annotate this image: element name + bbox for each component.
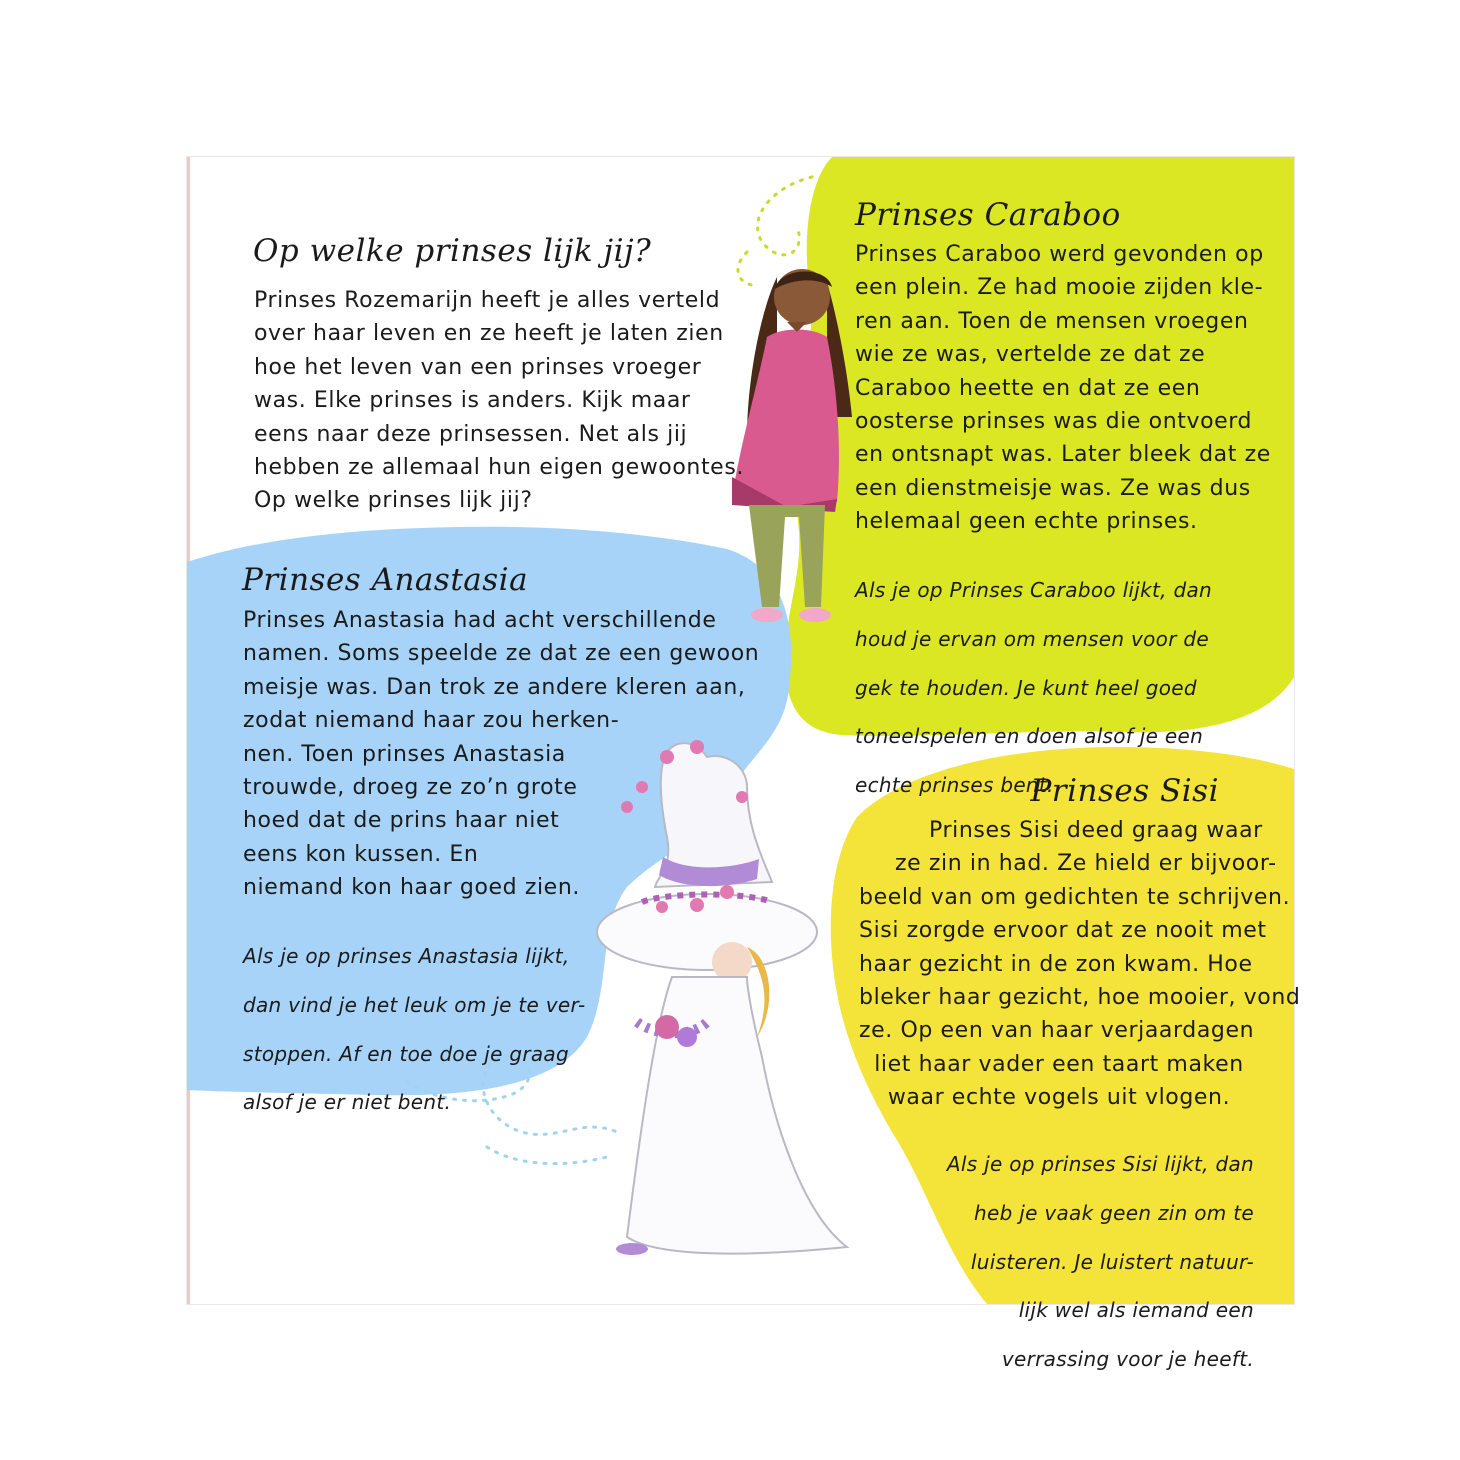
- anastasia-line: Prinses Anastasia had acht verschillende: [243, 608, 717, 633]
- sisi-note-line: lijk wel als iemand een: [1018, 1298, 1254, 1323]
- caraboo-line: en ontsnapt was. Later bleek dat ze: [855, 442, 1271, 468]
- sisi-title: Prinses Sisi: [1030, 773, 1219, 809]
- anastasia-line: niemand kon haar goed zien.: [243, 875, 580, 901]
- anastasia-line: trouwde, droeg ze zo’n grote: [243, 775, 578, 801]
- anastasia-note-line: stoppen. Af en toe doe je graag: [243, 1041, 569, 1066]
- sisi-line: Sisi zorgde ervoor dat ze nooit met: [859, 918, 1267, 944]
- caraboo-line: helemaal geen echte prinses.: [855, 509, 1198, 535]
- anastasia-line: meisje was. Dan trok ze andere kleren aan,: [243, 674, 746, 700]
- caraboo-line: wie ze was, vertelde ze dat ze: [855, 342, 1206, 368]
- sisi-note-line: luisteren. Je luistert natuur-: [970, 1249, 1254, 1274]
- caraboo-note-line: Als je op Prinses Caraboo lijkt, dan: [855, 578, 1213, 602]
- anastasia-note: [243, 922, 585, 1137]
- anastasia-line: hoed dat de prins haar niet: [243, 808, 560, 834]
- anastasia-text: [243, 604, 759, 905]
- sisi-note: [947, 1130, 1254, 1394]
- sisi-note-line: verrassing voor je heeft.: [1001, 1347, 1254, 1372]
- anastasia-note-line: Als je op prinses Anastasia lijkt,: [243, 944, 570, 968]
- intro-text: [254, 284, 744, 518]
- sisi-line: haar gezicht in de zon kwam. Hoe: [859, 951, 1253, 977]
- intro-line: hebben ze allemaal hun eigen gewoontes.: [254, 455, 744, 481]
- caraboo-note-line: houd je ervan om mensen voor de: [855, 626, 1209, 651]
- sisi-line: ze. Op een van haar verjaardagen: [859, 1018, 1255, 1044]
- caraboo-text: [855, 238, 1271, 539]
- anastasia-note-line: alsof je er niet bent.: [243, 1090, 452, 1115]
- anastasia-line: zodat niemand haar zou herken-: [243, 708, 620, 734]
- sisi-line: beeld van om gedichten te schrijven.: [859, 884, 1291, 910]
- anastasia-line: namen. Soms speelde ze dat ze een gewoon: [243, 641, 760, 667]
- caraboo-line: ren aan. Toen de mensen vroegen: [855, 308, 1249, 334]
- sisi-line: bleker haar gezicht, hoe mooier, vond: [859, 985, 1301, 1011]
- anastasia-title: Prinses Anastasia: [242, 562, 529, 598]
- sisi-line: Prinses Sisi deed graag waar: [929, 818, 1263, 843]
- sisi-text: [859, 814, 1301, 1115]
- caraboo-note-line: toneelspelen en doen alsof je een: [855, 724, 1204, 749]
- dotted-swirl-top: [738, 177, 812, 285]
- intro-line: over haar leven en ze heeft je laten zien: [254, 321, 724, 347]
- caraboo-line: een plein. Ze had mooie zijden kle-: [855, 275, 1264, 301]
- caraboo-line: oosterse prinses was die ontvoerd: [855, 409, 1253, 435]
- anastasia-line: eens kon kussen. En: [243, 841, 479, 867]
- caraboo-note-line: gek te houden. Je kunt heel goed: [855, 675, 1197, 700]
- caraboo-line: een dienstmeisje was. Ze was dus: [855, 475, 1251, 501]
- book-page: [187, 157, 1301, 1372]
- caraboo-title: Prinses Caraboo: [855, 197, 1121, 233]
- caraboo-line: Caraboo heette en dat ze een: [855, 375, 1201, 401]
- intro-line: Op welke prinses lijk jij?: [254, 488, 533, 514]
- caraboo-note-line: echte prinses bent.: [855, 773, 1054, 798]
- sisi-line: waar echte vogels uit vlogen.: [887, 1085, 1231, 1111]
- caraboo-line: Prinses Caraboo werd gevonden op: [855, 242, 1264, 267]
- intro-line: Prinses Rozemarijn heeft je alles verteld: [254, 288, 721, 313]
- anastasia-line: nen. Toen prinses Anastasia: [243, 741, 566, 767]
- intro-line: eens naar deze prinsessen. Net als jij: [254, 421, 688, 447]
- sisi-line: ze zin in had. Ze hield er bijvoor-: [895, 851, 1277, 877]
- intro-title: Op welke prinses lijk jij?: [253, 233, 652, 269]
- sisi-note-line: heb je vaak geen zin om te: [974, 1200, 1254, 1225]
- anastasia-note-line: dan vind je het leuk om je te ver-: [243, 992, 586, 1017]
- intro-line: was. Elke prinses is anders. Kijk maar: [254, 388, 691, 414]
- intro-line: hoe het leven van een prinses vroeger: [254, 354, 702, 380]
- sisi-line: liet haar vader een taart maken: [874, 1051, 1244, 1077]
- sisi-note-line: Als je op prinses Sisi lijkt, dan: [946, 1152, 1254, 1176]
